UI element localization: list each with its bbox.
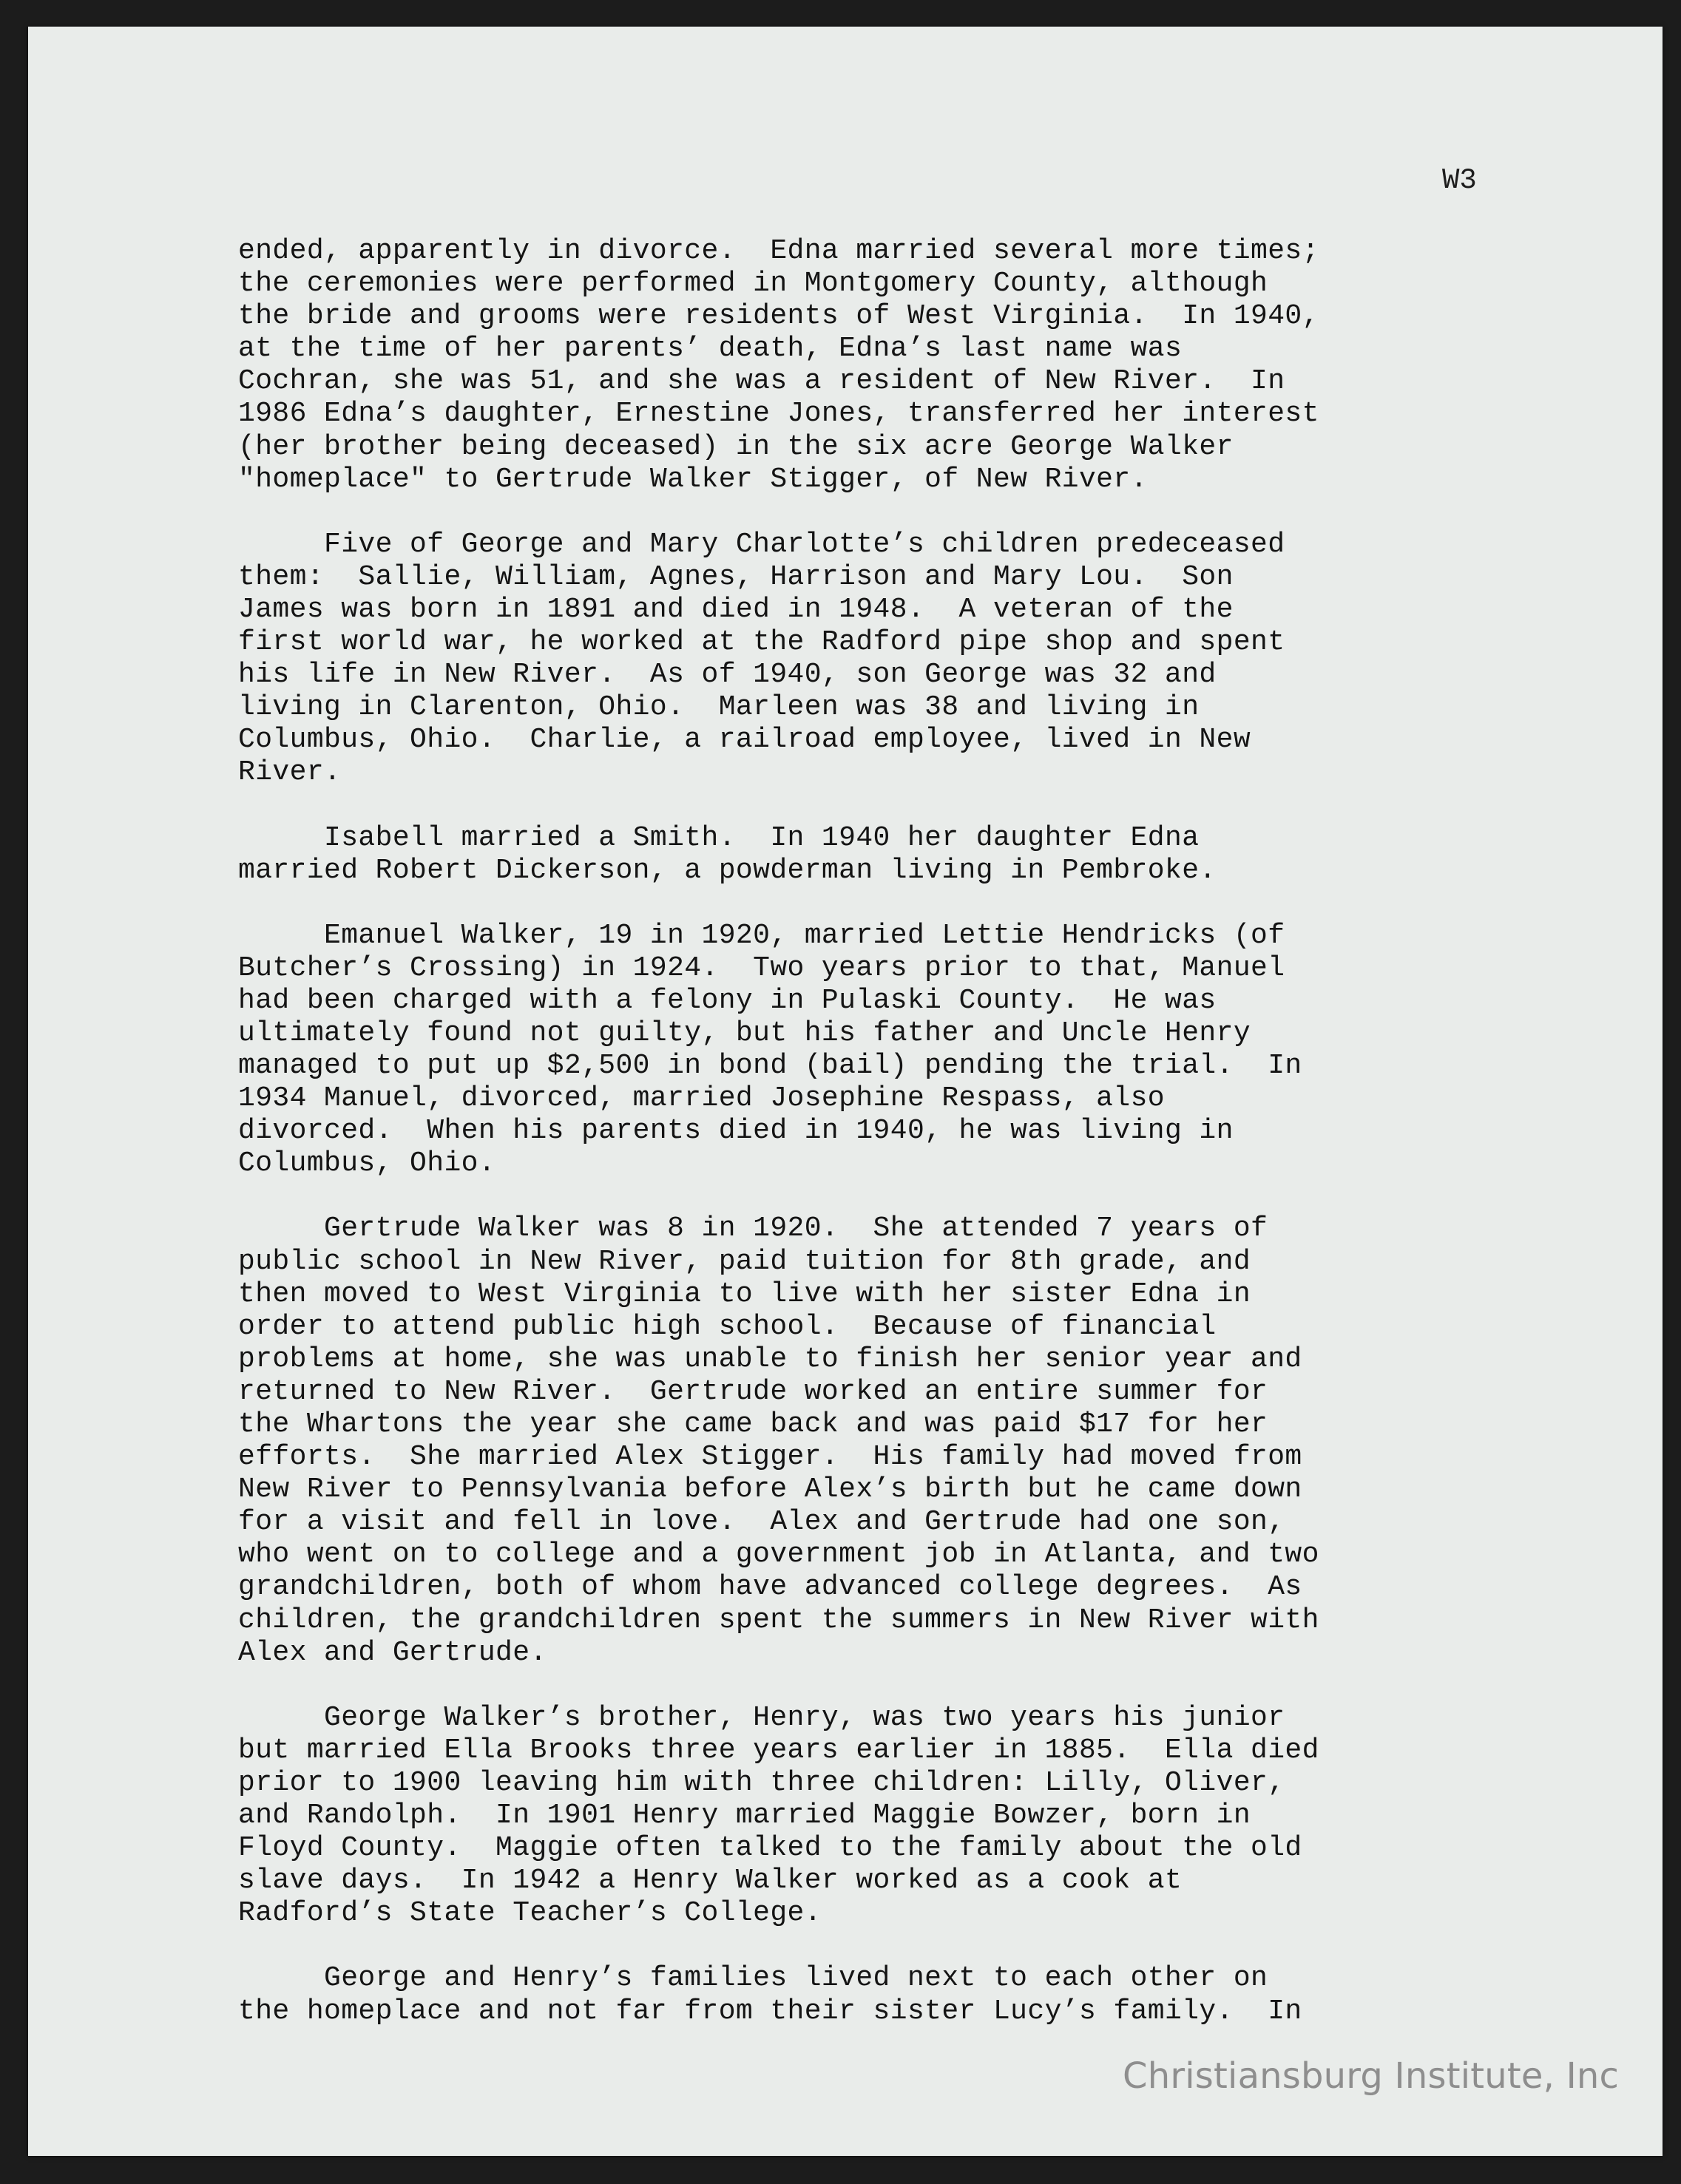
paragraph-edna-marriages: ended, apparently in divorce. Edna married several more times; the ceremonies were performed in Montgomery County, although the bride and grooms were residents of West Virginia. In 1940, at the time of her parents’ death, Edna’s last name was Cochran, she was 51, and she was a resident of New River. In 1986 Edna’s daughter, Ernestine Jones, transferred her interest (her brother being deceased) in the six acre George Walker "homeplace" to Gertrude Walker Stigger, of New River. <box>238 235 1319 495</box>
paragraph-gertrude-walker: Gertrude Walker was 8 in 1920. She attended 7 years of public school in New River, paid tuition for 8th grade, and then moved to West Virginia to live with her sister Edna in order to attend public high school. Because of financial problems at home, she was unable to finish her senior year and returned to New River. Gertrude worked an entire summer for the Whartons the year she came back and was paid $17 for her efforts. She married Alex Stigger. His family had moved from New River to Pennsylvania before Alex’s birth but he came down for a visit and fell in love. Alex and Gertrude had one son, who went on to college and a government job in Atlanta, and two grandchildren, both of whom have advanced college degrees. As children, the grandchildren spent the summers in New River with Alex and Gertrude. <box>238 1213 1319 1669</box>
paragraph-henry-walker: George Walker’s brother, Henry, was two years his junior but married Ella Brooks three years earlier in 1885. Ella died prior to 1900 leaving him with three children: Lilly, Oliver, and Randolph. In 1901 Henry married Maggie Bowzer, born in Floyd County. Maggie often talked to the family about the old slave days. In 1942 a Henry Walker worked as a cook at Radford’s State Teacher’s College. <box>238 1701 1319 1930</box>
paragraph-emanuel-walker: Emanuel Walker, 19 in 1920, married Lettie Hendricks (of Butcher’s Crossing) in 1924. Two years prior to that, Manuel had been charged with a felony in Pulaski County. He was ultimately found not guilty, but his father and Uncle Henry managed to put up $2,500 in bond (bail) pending the trial. In 1934 Manuel, divorced, married Josephine Respass, also divorced. When his parents died in 1940, he was living in Columbus, Ohio. <box>238 919 1302 1180</box>
document-body <box>238 235 1495 2061</box>
paragraph-homeplace: George and Henry’s families lived next to each other on the homeplace and not far from their sister Lucy’s family. In <box>238 1962 1302 2027</box>
watermark: Christiansburg Institute, Inc <box>1123 2055 1620 2097</box>
page-number: W3 <box>1442 164 1477 197</box>
paragraph-isabell: Isabell married a Smith. In 1940 her daughter Edna married Robert Dickerson, a powderman living in Pembroke. <box>238 821 1217 886</box>
paragraph-children-predeceased: Five of George and Mary Charlotte’s children predeceased them: Sallie, William, Agnes, Harrison and Mary Lou. Son James was born in 1891 and died in 1948. A veteran of the first world war, he worked at the Radford pipe shop and spent his life in New River. As of 1940, son George was 32 and living in Clarenton, Ohio. Marleen was 38 and living in Columbus, Ohio. Charlie, a railroad employee, lived in New River. <box>238 528 1285 789</box>
